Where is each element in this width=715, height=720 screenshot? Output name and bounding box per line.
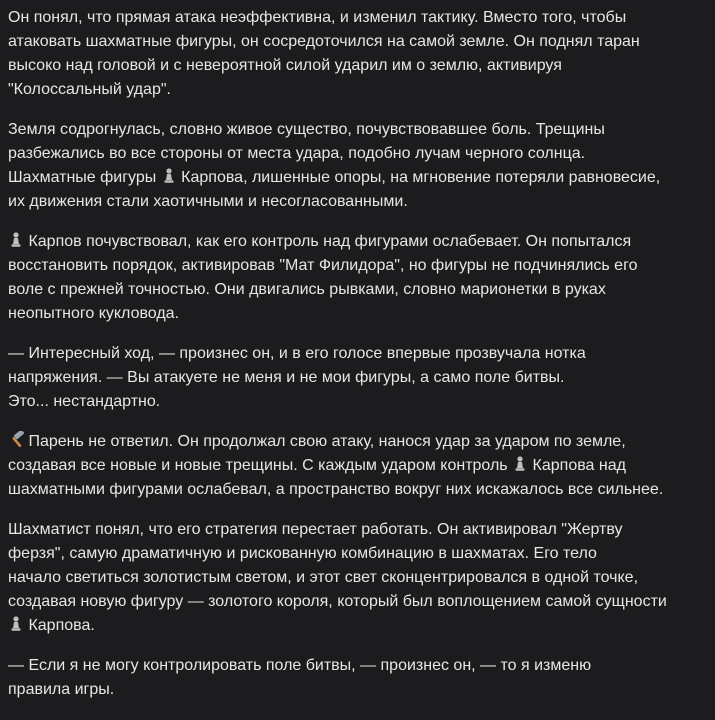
text-line [8,30,707,54]
text-segment: Карпова, лишенные опоры, на мгновение потеряли равновесие, [176,169,661,186]
text-line [8,278,707,302]
text-segment: Карпова над [528,457,626,474]
text-line [8,614,707,638]
text-segment: разбежались во все стороны от места удара, подобно лучам черного солнца. [8,145,586,162]
text-line [8,366,707,390]
text-segment: Карпова. [24,617,95,634]
text-line [8,342,707,366]
text-line [8,166,707,190]
pawn-icon [162,167,176,185]
paragraph [8,518,707,638]
text-segment: неопытного кукловода. [8,305,180,322]
text-line [8,78,707,102]
text-line [8,142,707,166]
text-segment: Карпов почувствовал, как его контроль над фигурами ослабевает. Он попытался [24,233,632,250]
text-line [8,654,707,678]
pawn-icon [513,455,527,473]
text-segment: ферзя", самую драматичную и рискованную комбинацию в шахматах. Его тело [8,545,597,562]
text-line [8,590,707,614]
text-segment: создавая все новые и новые трещины. С каждым ударом контроль [8,457,513,474]
text-segment: их движения стали хаотичными и несогласованными. [8,193,408,210]
text-line [8,190,707,214]
text-segment: шахматными фигурами ослабевал, а пространство вокруг них искажалось все сильнее. [8,481,664,498]
text-segment: Земля содрогнулась, словно живое существо, почувствовавшее боль. Трещины [8,121,605,138]
pawn-icon [9,615,23,633]
text-line [8,6,707,30]
text-line [8,454,707,478]
paragraph [8,230,707,326]
hammer-icon [9,431,23,449]
text-line [8,302,707,326]
text-segment: создавая новую фигуру — золотого короля, который был воплощением самой сущности [8,593,667,610]
text-line [8,478,707,502]
paragraph [8,430,707,502]
text-segment: воле с прежней точностью. Они двигались рывками, словно марионетки в руках [8,281,606,298]
text-line [8,678,707,702]
text-line [8,542,707,566]
text-segment: — Если я не могу контролировать поле битвы, — произнес он, — то я изменю [8,657,592,674]
text-segment: правила игры. [8,681,115,698]
text-line [8,430,707,454]
paragraph [8,654,707,702]
text-segment: атаковать шахматные фигуры, он сосредоточился на самой земле. Он поднял таран [8,33,640,50]
text-segment: напряжения. — Вы атакуете не меня и не мои фигуры, а само поле битвы. [8,369,565,386]
paragraph [8,118,707,214]
text-segment: высоко над головой и с невероятной силой ударил им о землю, активируя [8,57,562,74]
text-line [8,518,707,542]
text-segment: начало светиться золотистым светом, и этот свет сконцентрировался в одной точке, [8,569,639,586]
text-segment: "Колоссальный удар". [8,81,171,98]
text-segment: восстановить порядок, активировав "Мат Филидора", но фигуры не подчинялись его [8,257,638,274]
text-line [8,230,707,254]
text-segment: Шахматные фигуры [8,169,161,186]
text-line [8,54,707,78]
text-segment: Это... нестандартно. [8,393,161,410]
pawn-icon [9,231,23,249]
text-segment: Шахматист понял, что его стратегия перестает работать. Он активировал "Жертву [8,521,623,538]
text-segment: Парень не ответил. Он продолжал свою атаку, нанося удар за ударом по земле, [24,433,626,450]
text-line [8,118,707,142]
text-segment: Он понял, что прямая атака неэффективна, и изменил тактику. Вместо того, чтобы [8,9,627,26]
text-line [8,254,707,278]
text-line [8,566,707,590]
text-line [8,390,707,414]
paragraph [8,6,707,102]
text-segment: — Интересный ход, — произнес он, и в его голосе впервые прозвучала нотка [8,345,586,362]
paragraph [8,342,707,414]
